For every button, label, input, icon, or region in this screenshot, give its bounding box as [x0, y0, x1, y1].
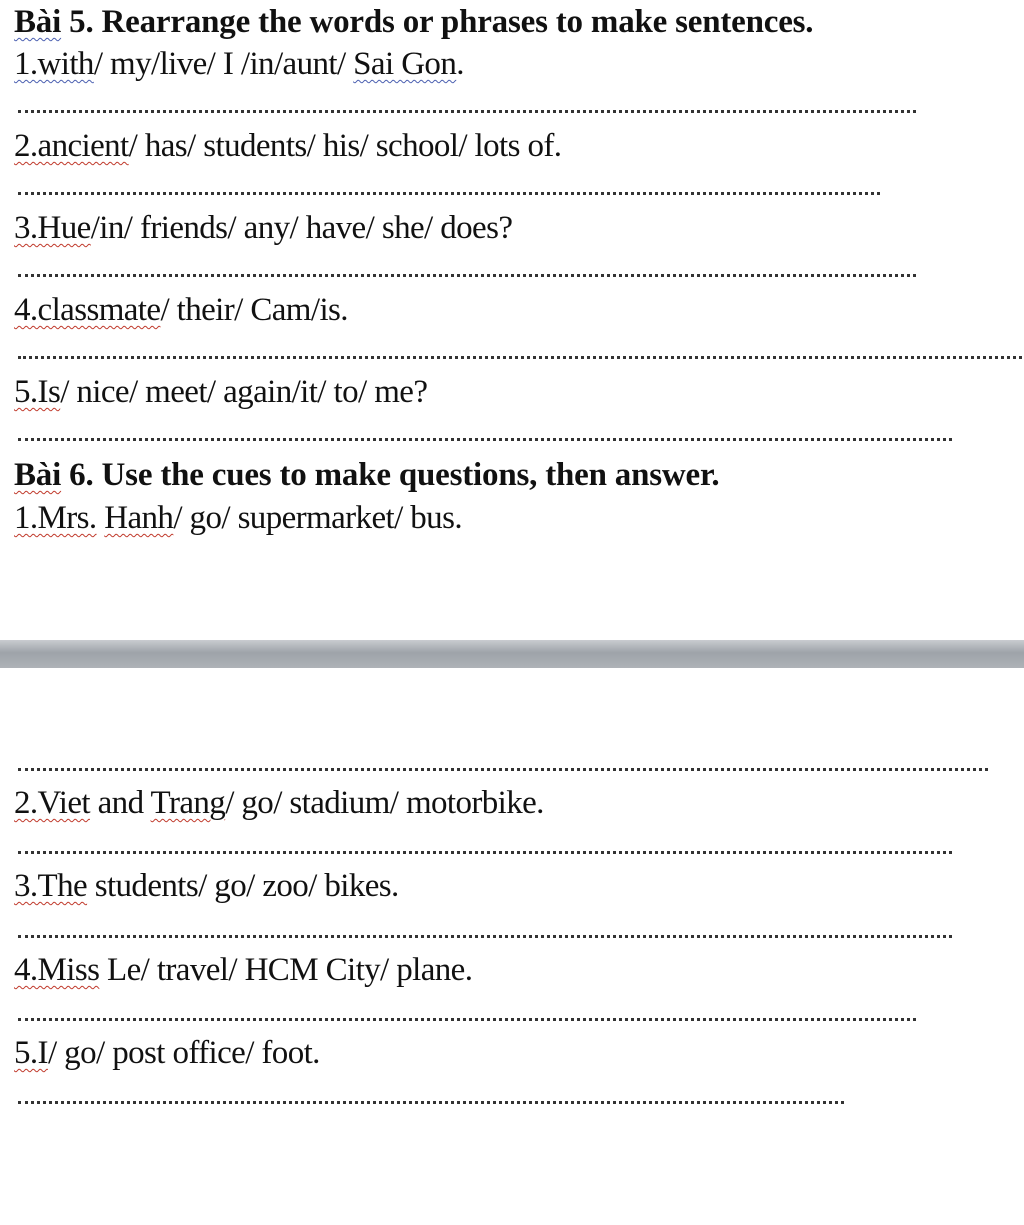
bai6-item-4-text: Le/ travel/ HCM City/ plane. [99, 952, 473, 988]
bai6-item-4-num: 4.Miss [14, 952, 100, 988]
bai5-item-4-num: 4.classmate [14, 292, 161, 328]
answer-line [18, 274, 916, 277]
bai6-item-3-text: students/ go/ zoo/ bikes. [87, 868, 399, 904]
bai5-heading [14, 2, 813, 42]
worksheet-page-2 [0, 668, 1024, 1225]
bai5-heading-text: 5. Rearrange the words or phrases to make sentences. [61, 4, 814, 40]
bai5-heading-prefix: Bài [14, 4, 62, 40]
bai6-item-2 [14, 783, 544, 823]
bai6-heading-text: 6. Use the cues to make questions, then answer. [61, 457, 720, 493]
bai5-item-3-text: /in/ friends/ any/ have/ she/ does? [90, 210, 513, 246]
bai5-item-4 [14, 290, 348, 330]
bai5-item-2-text: / has/ students/ his/ school/ lots of. [128, 128, 562, 164]
bai5-item-2 [14, 126, 561, 166]
bai5-item-2-num: 2.ancient [14, 128, 129, 164]
bai5-item-1-num: 1.with [14, 46, 94, 82]
page-break-separator [0, 640, 1024, 668]
bai5-item-1-text: / my/live/ I /in/aunt/ [93, 46, 354, 82]
bai6-item-1-underlined: Hanh [104, 500, 174, 536]
bai6-item-2-and: and [89, 785, 151, 821]
bai6-item-1 [14, 498, 462, 538]
answer-line [18, 110, 916, 113]
answer-line [18, 1101, 844, 1104]
bai5-item-4-text: / their/ Cam/is. [160, 292, 348, 328]
bai6-item-2-underlined: Trang [150, 785, 226, 821]
bai5-item-3 [14, 208, 512, 248]
bai5-item-1-end: . [456, 46, 464, 82]
answer-line [18, 356, 1022, 359]
bai5-item-3-num: 3.Hue [14, 210, 91, 246]
bai6-heading-prefix: Bài [14, 457, 62, 493]
bai5-item-1 [14, 44, 464, 84]
bai6-item-5-text: / go/ post office/ foot. [47, 1035, 320, 1071]
answer-line [18, 1018, 916, 1021]
answer-line [18, 935, 952, 938]
answer-line [18, 438, 952, 441]
bai6-item-1-num: 1.Mrs. [14, 500, 97, 536]
bai6-item-3 [14, 866, 399, 906]
bai6-item-3-num: 3.The [14, 868, 88, 904]
answer-line [18, 768, 988, 771]
bai6-item-2-text: / go/ stadium/ motorbike. [225, 785, 544, 821]
bai6-item-2-num: 2.Viet [14, 785, 90, 821]
bai6-heading [14, 455, 719, 495]
bai5-item-5 [14, 372, 427, 412]
bai6-item-5-num: 5.I [14, 1035, 48, 1071]
answer-line [18, 192, 880, 195]
bai5-item-5-text: / nice/ meet/ again/it/ to/ me? [60, 374, 428, 410]
bai6-item-1-text: / go/ supermarket/ bus. [173, 500, 462, 536]
bai5-item-5-num: 5.Is [14, 374, 61, 410]
bai5-item-1-underlined: Sai Gon [353, 46, 457, 82]
bai6-item-5 [14, 1033, 320, 1073]
answer-line [18, 851, 952, 854]
bai6-item-4 [14, 950, 472, 990]
